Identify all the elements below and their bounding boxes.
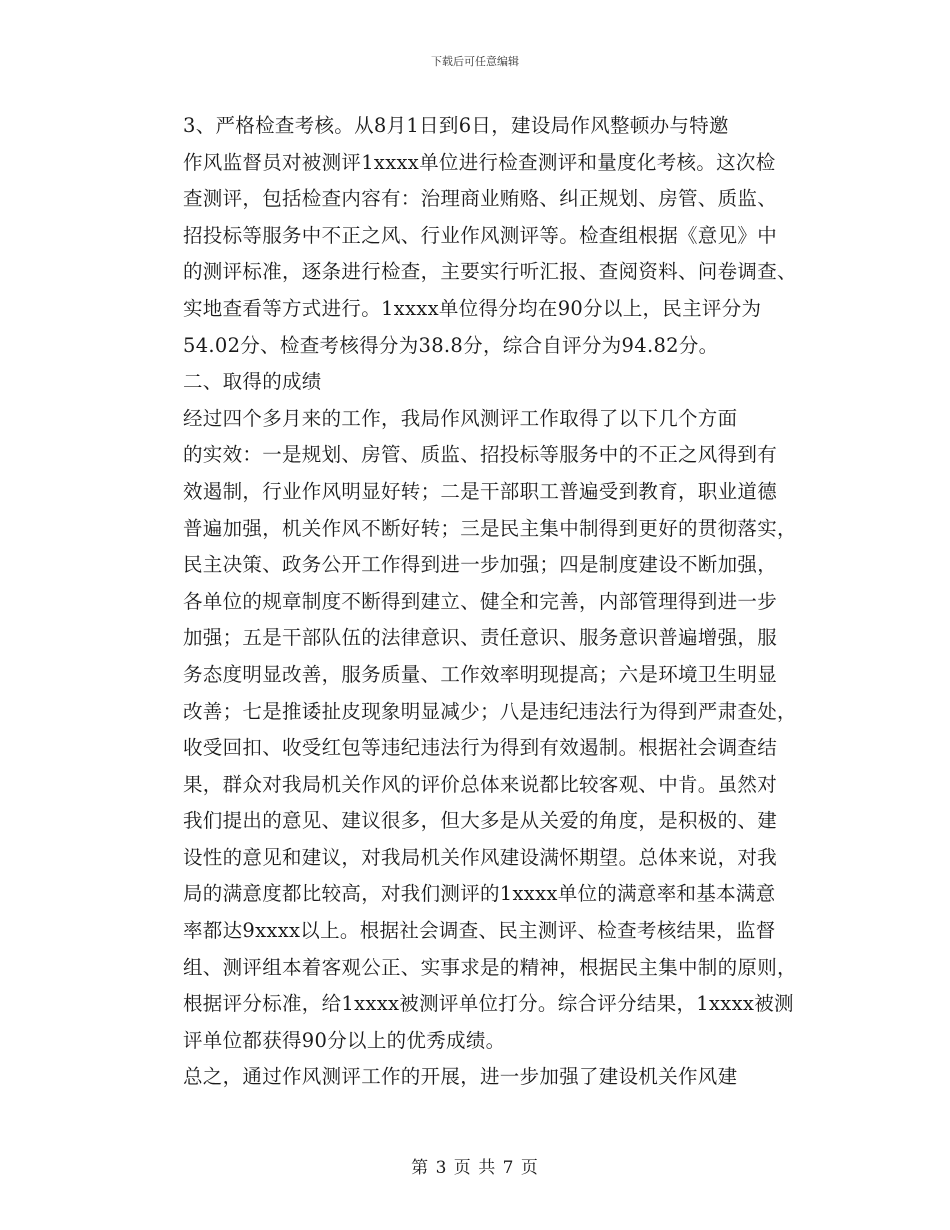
text-line: 局的满意度都比较高，对我们测评的1xxxx单位的满意率和基本满意 [183,882,776,906]
text-line: 普遍加强，机关作风不断好转；三是民主集中制得到更好的贯彻落实， [183,516,797,540]
text-line: 经过四个多月来的工作，我局作风测评工作取得了以下几个方面 [183,406,738,430]
text-line: 的实效：一是规划、房管、质监、招投标等服务中的不正之风得到有 [183,443,778,467]
section-heading [143,364,807,401]
text-line: 根据评分标准，给1xxxx被测评单位打分。综合评分结果，1xxxx被测 [183,992,794,1016]
document-body [143,108,807,1096]
text-line: 查测评，包括检查内容有：治理商业贿赂、纠正规划、房管、质监、 [183,187,778,211]
text-line: 加强；五是干部队伍的法律意识、责任意识、服务意识普遍增强，服 [183,626,778,650]
text-line: 实地查看等方式进行。1xxxx单位得分均在90分以上，民主评分为 [183,296,762,320]
text-line: 效遏制，行业作风明显好转；二是干部职工普遍受到教育，职业道德 [183,479,778,503]
text-line: 务态度明显改善，服务质量、工作效率明现提高；六是环境卫生明显 [183,662,778,686]
text-line: 我们提出的意见、建议很多，但大多是从关爱的角度，是积极的、建 [183,809,778,833]
text-line: 作风监督员对被测评1xxxx单位进行检查测评和量度化考核。这次检 [183,150,776,174]
text-line: 组、测评组本着客观公正、实事求是的精神，根据民主集中制的原则， [183,955,797,979]
text-line: 果，群众对我局机关作风的评价总体来说都比较客观、中肯。虽然对 [183,772,778,796]
text-line: 54.02分、检查考核得分为38.8分，综合自评分为94.82分。 [183,333,719,357]
paragraph-conclusion [143,1059,807,1096]
text-line: 收受回扣、收受红包等违纪违法行为得到有效遏制。根据社会调查结 [183,736,778,760]
heading-text: 二、取得的成绩 [183,370,322,394]
text-line: 招投标等服务中不正之风、行业作风测评等。检查组根据《意见》中 [183,223,778,247]
text-line: 各单位的规章制度不断得到建立、健全和完善，内部管理得到进一步 [183,589,778,613]
text-line: 设性的意见和建议，对我局机关作风建设满怀期望。总体来说，对我 [183,845,778,869]
paragraph-achievements [143,401,807,1060]
paragraph-inspection [143,108,807,364]
text-line: 改善；七是推诿扯皮现象明显减少；八是违纪违法行为得到严肃查处， [183,699,797,723]
text-line: 评单位都获得90分以上的优秀成绩。 [183,1028,506,1052]
text-line: 民主决策、政务公开工作得到进一步加强；四是制度建设不断加强， [183,553,778,577]
text-line: 的测评标准，逐条进行检查，主要实行听汇报、查阅资料、问卷调查、 [183,260,797,284]
page-header: 下载后可任意编辑 [431,55,519,68]
text-line: 总之，通过作风测评工作的开展，进一步加强了建设机关作风建 [183,1065,738,1089]
text-line: 3、严格检查考核。从8月1日到6日，建设局作风整顿办与特邀 [183,114,729,137]
page-footer: 第 3 页 共 7 页 [411,1158,539,1178]
text-line: 率都达9xxxx以上。根据社会调查、民主测评、检查考核结果，监督 [183,919,776,943]
